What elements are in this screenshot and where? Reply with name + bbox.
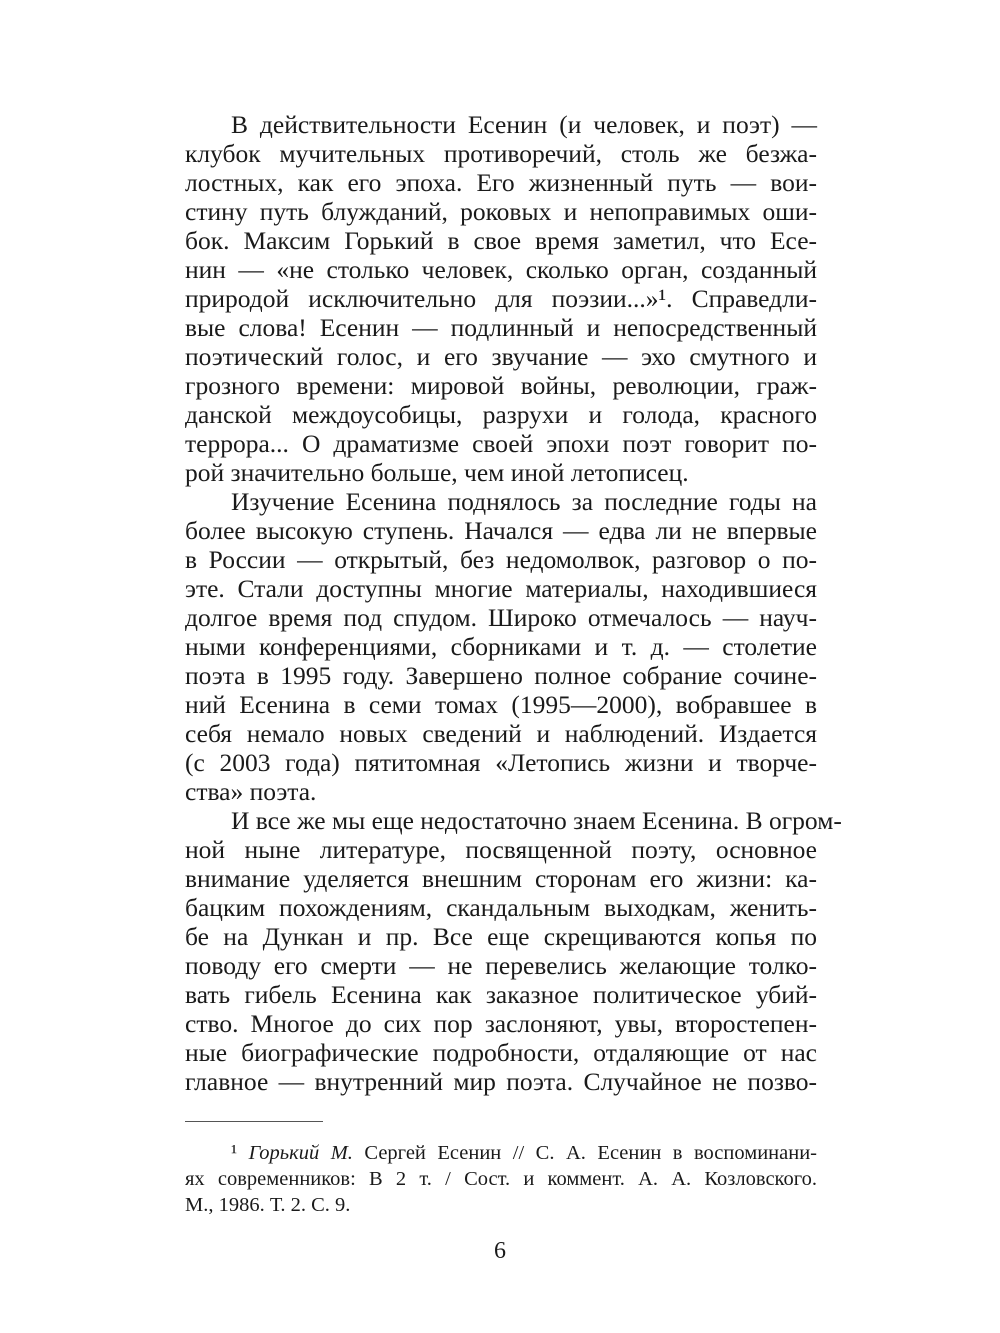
text-line: лостных, как его эпоха. Его жизненный путь — вои-	[185, 168, 817, 197]
text-line: ство. Многое до сих пор заслоняют, увы, второстепен-	[185, 1009, 817, 1038]
footnote-line	[185, 1140, 817, 1166]
footnote	[185, 1140, 817, 1218]
text-line: бацким похождениям, скандальным выходкам, женить-	[185, 893, 817, 922]
text-line: ства» поэта.	[185, 777, 317, 806]
text-line: внимание уделяется внешним сторонам его жизни: ка-	[185, 864, 817, 893]
text-line: Изучение Есенина поднялось за последние годы на	[231, 487, 817, 516]
footnote-text: Сергей Есенин // С. А. Есенин в воспоминани-	[352, 1142, 817, 1164]
footnote-line: М., 1986. Т. 2. С. 9.	[185, 1194, 351, 1216]
text-line: клубок мучительных противоречий, столь же безжа-	[185, 139, 817, 168]
text-line: В действительности Есенин (и человек, и поэт) —	[231, 110, 817, 139]
text-line: в России — открытый, без недомолвок, разговор о по-	[185, 545, 817, 574]
text-line: (с 2003 года) пятитомная «Летопись жизни и творче-	[185, 748, 817, 777]
text-line: более высокую ступень. Начался — едва ли не впервые	[185, 516, 817, 545]
footnote-rule	[185, 1121, 323, 1122]
text-line: грозного времени: мировой войны, революции, граж-	[185, 371, 817, 400]
text-line: И все же мы еще недостаточно знаем Есенина. В огром-	[231, 806, 842, 835]
text-line: вать гибель Есенина как заказное политическое убий-	[185, 980, 817, 1009]
text-line: террора... О драматизме своей эпохи поэт говорит по-	[185, 429, 817, 458]
text-line: долгое время под спудом. Широко отмечалось — науч-	[185, 603, 817, 632]
text-line: ной ныне литературе, посвященной поэту, основное	[185, 835, 817, 864]
text-line: рой значительно больше, чем иной летописец.	[185, 458, 689, 487]
page-number: 6	[494, 1238, 506, 1264]
text-line: себя немало новых сведений и наблюдений. Издается	[185, 719, 817, 748]
text-line: главное — внутренний мир поэта. Случайное не позво-	[185, 1067, 817, 1096]
text-line: природой исключительно для поэзии...»¹. Справедли-	[185, 284, 817, 313]
text-line: ные биографические подробности, отдаляющие от нас	[185, 1038, 817, 1067]
footnote-line: ях современников: В 2 т. / Сост. и коммент. А. А. Козловского.	[185, 1168, 817, 1190]
text-line: бе на Дункан и пр. Все еще скрещиваются копья по	[185, 922, 817, 951]
text-line: данской междоусобицы, разрухи и голода, красного	[185, 400, 817, 429]
main-text	[185, 110, 842, 1096]
text-line: вые слова! Есенин — подлинный и непосредственный	[185, 313, 817, 342]
footnote-marker: ¹	[231, 1142, 238, 1164]
text-line: ными конференциями, сборниками и т. д. — столетие	[185, 632, 817, 661]
text-line: поэтический голос, и его звучание — эхо смутного и	[185, 342, 817, 371]
text-line: ний Есенина в семи томах (1995—2000), вобравшее в	[185, 690, 817, 719]
text-line: поводу его смерти — не перевелись желающие толко-	[185, 951, 817, 980]
text-line: поэта в 1995 году. Завершено полное собрание сочине-	[185, 661, 817, 690]
text-line: бок. Максим Горький в свое время заметил, что Есе-	[185, 226, 817, 255]
text-line: стину путь блужданий, роковых и непоправимых оши-	[185, 197, 817, 226]
footnote-author: Горький М.	[248, 1142, 353, 1164]
text-line: нин — «не столько человек, сколько орган, созданный	[185, 255, 817, 284]
text-line: эте. Стали доступны многие материалы, находившиеся	[185, 574, 817, 603]
